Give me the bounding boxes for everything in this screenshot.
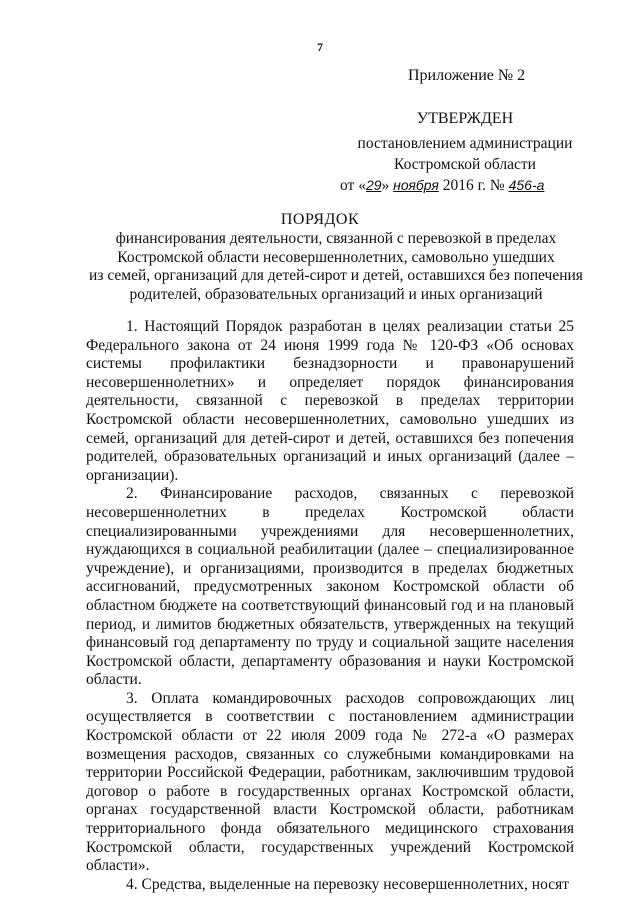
- subtitle-line: финансирования деятельности, связанной с перевозкой в пределах: [115, 230, 557, 247]
- date-day: 29: [365, 177, 382, 193]
- date-month: ноября: [393, 177, 439, 193]
- approval-line-2: Костромской области: [394, 156, 536, 173]
- approval-stamp: [320, 108, 610, 196]
- date-mid: »: [381, 177, 394, 194]
- document-body: [86, 318, 574, 894]
- approval-date-line: [320, 175, 610, 196]
- subtitle-line: родителей, образовательных организаций и иных организаций: [129, 285, 543, 303]
- paragraph-1: 1. Настоящий Порядок разработан в целях реализации статьи 25 Федерального закона от 24 июня 1999 года № 120-ФЗ «Об основах системы профилактики безнадзорности и правонарушений несовершеннолетних» и определяет порядок финансирования деятельности, связанной с перевозкой в пределах территории Костромской области несовершеннолетних, самовольно ушедших из семей, организаций для детей-сирот и детей, оставшихся без попечения родителей, образовательных организаций и иных организаций (далее – организации).: [86, 318, 574, 484]
- subtitle-line: Костромской области несовершеннолетних, самовольно ушедших: [117, 248, 555, 266]
- date-prefix: от «: [340, 177, 366, 194]
- paragraph-4: 4. Средства, выделенные на перевозку несовершеннолетних, носят: [126, 875, 569, 893]
- order-title: ПОРЯДОК: [280, 211, 360, 228]
- subtitle-line: из семей, организаций для детей-сирот и детей, оставшихся без попечения: [89, 267, 583, 284]
- order-subtitle: [86, 230, 586, 304]
- paragraph-3: 3. Оплата командировочных расходов сопровождающих лиц осуществляется в соответствии с постановлением администрации Костромской области от 22 июля 2009 года № 272-а «О размерах возмещения расходов, связанных со служебными командировками на территории Российской Федерации, работникам, заключившим трудовой договор о работе в государственных органах Костромской области, органах государственной власти Костромской области, работникам территориального фонда обязательного медицинского страхования Костромской области, государственных учреждений Костромской области».: [86, 689, 574, 875]
- page-number: 7: [317, 40, 323, 54]
- decree-number: 456-а: [508, 177, 545, 193]
- appendix-label: Приложение № 2: [408, 67, 526, 84]
- approval-line-1: постановлением администрации: [357, 135, 573, 152]
- approval-title: УТВЕРЖДЕН: [416, 110, 514, 127]
- date-year: 2016 г. №: [438, 177, 509, 194]
- paragraph-2: 2. Финансирование расходов, связанных с перевозкой несовершеннолетних в пределах Костромской области специализированными учреждениями для несовершеннолетних, нуждающихся в социальной реабилитации (далее – специализированное учреждение), и организациями, производится в пределах бюджетных ассигнований, предусмотренных законом Костромской области об областном бюджете на соответствующий финансовый год и на плановый период, и лимитов бюджетных обязательств, утвержденных на текущий финансовый год департаменту по труду и социальной защите населения Костромской области, департаменту образования и науки Костромской области.: [86, 485, 574, 689]
